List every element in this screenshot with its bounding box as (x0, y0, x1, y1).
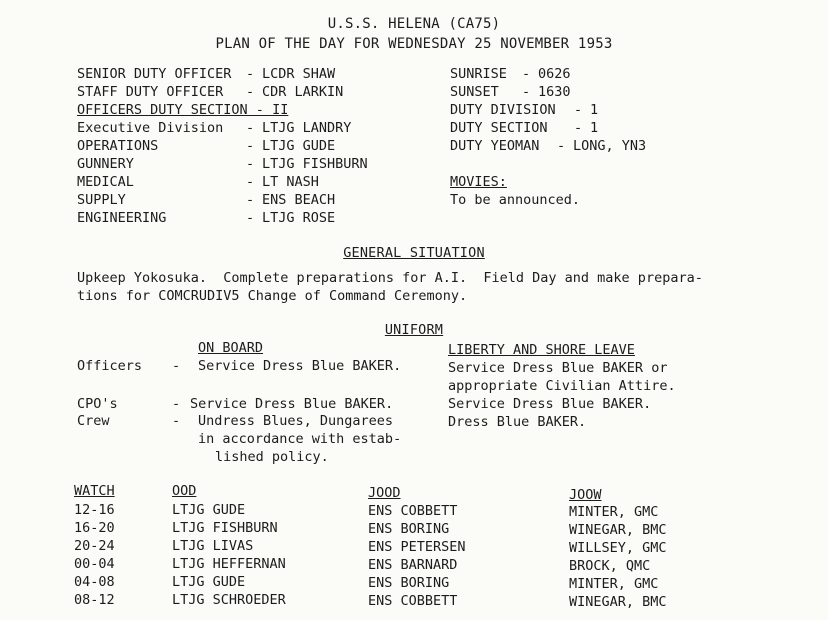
division-officer: LTJG GUDE (262, 138, 336, 154)
uniform-who: Crew (77, 413, 110, 429)
division-label: GUNNERY (77, 156, 134, 172)
on-board-heading: ON BOARD (198, 340, 264, 356)
uniform-dash: - (172, 358, 181, 374)
uniform-on-board: Undress Blues, Dungarees (198, 413, 394, 429)
uniform-liberty: Service Dress Blue BAKER or (448, 360, 668, 376)
uniform-on-board: in accordance with estab- (198, 431, 402, 447)
sunset-value: 1630 (538, 84, 571, 100)
watch-ood: LTJG LIVAS (172, 538, 254, 554)
senior-duty-officer-sep: - (246, 66, 255, 82)
staff-duty-officer-label: STAFF DUTY OFFICER (77, 84, 224, 100)
watch-joow: MINTER, GMC (569, 576, 659, 592)
uniform-on-board: Service Dress Blue BAKER. (190, 396, 394, 412)
duty-yeoman-label: DUTY YEOMAN (450, 138, 540, 154)
division-label: Executive Division (77, 120, 224, 136)
duty-division-value: 1 (590, 102, 599, 118)
joow-header: JOOW (569, 487, 602, 503)
division-sep: - (246, 174, 255, 190)
division-label: ENGINEERING (77, 210, 167, 226)
watch-joow: WINEGAR, BMC (569, 522, 667, 538)
senior-duty-officer-value: LCDR SHAW (262, 66, 336, 82)
watch-time: 04-08 (74, 574, 115, 590)
watch-ood: LTJG FISHBURN (172, 520, 278, 536)
jood-header: JOOD (368, 485, 401, 501)
watch-jood: ENS BARNARD (368, 557, 458, 573)
staff-duty-officer-value: CDR LARKIN (262, 84, 344, 100)
duty-division-sep: - (574, 102, 583, 118)
watch-ood: LTJG GUDE (172, 502, 246, 518)
duty-section-label: DUTY SECTION (450, 120, 548, 136)
watch-header: WATCH (74, 483, 115, 499)
division-officer: ENS BEACH (262, 192, 336, 208)
movies-heading: MOVIES: (450, 174, 507, 190)
watch-ood: LTJG HEFFERNAN (172, 556, 286, 572)
watch-ood: LTJG SCHROEDER (172, 592, 286, 608)
sunset-sep: - (522, 84, 531, 100)
division-sep: - (246, 156, 255, 172)
uniform-liberty: appropriate Civilian Attire. (448, 378, 676, 394)
sunrise-sep: - (522, 66, 531, 82)
liberty-heading: LIBERTY AND SHORE LEAVE (448, 342, 635, 358)
division-officer: LTJG FISHBURN (262, 156, 368, 172)
duty-section-value: 1 (590, 120, 599, 136)
uniform-who: CPO's (77, 396, 118, 412)
watch-jood: ENS BORING (368, 575, 450, 591)
watch-joow: MINTER, GMC (569, 504, 659, 520)
watch-time: 16-20 (74, 520, 115, 536)
ship-title: U.S.S. HELENA (CA75) (327, 16, 501, 32)
duty-yeoman-sep: - (557, 138, 566, 154)
general-situation-line-1: Upkeep Yokosuka. Complete preparations for A.I. Field Day and make prepara- (77, 270, 703, 286)
uniform-on-board: Service Dress Blue BAKER. (198, 358, 402, 374)
watch-jood: ENS BORING (368, 521, 450, 537)
watch-time: 08-12 (74, 592, 115, 608)
general-situation-heading: GENERAL SITUATION (343, 245, 485, 261)
general-situation-line-2: tions for COMCRUDIV5 Change of Command Ceremony. (77, 288, 468, 304)
division-officer: LTJG LANDRY (262, 120, 352, 136)
division-label: SUPPLY (77, 192, 126, 208)
senior-duty-officer-label: SENIOR DUTY OFFICER (77, 66, 232, 82)
duty-division-label: DUTY DIVISION (450, 102, 556, 118)
watch-joow: WINEGAR, BMC (569, 594, 667, 610)
watch-time: 20-24 (74, 538, 115, 554)
uniform-on-board: lished policy. (215, 449, 329, 465)
division-officer: LT NASH (262, 174, 319, 190)
plan-title: PLAN OF THE DAY FOR WEDNESDAY 25 NOVEMBER 1953 (215, 36, 613, 52)
uniform-liberty: Dress Blue BAKER. (448, 414, 587, 430)
division-label: MEDICAL (77, 174, 134, 190)
division-label: OPERATIONS (77, 138, 159, 154)
watch-time: 00-04 (74, 556, 115, 572)
division-officer: LTJG ROSE (262, 210, 336, 226)
movies-text: To be announced. (450, 192, 581, 208)
uniform-heading: UNIFORM (384, 322, 444, 338)
uniform-who: Officers (77, 358, 143, 374)
watch-ood: LTJG GUDE (172, 574, 246, 590)
sunset-label: SUNSET (450, 84, 499, 100)
division-sep: - (246, 138, 255, 154)
staff-duty-officer-sep: - (246, 84, 255, 100)
officers-duty-section-heading: OFFICERS DUTY SECTION - II (77, 102, 289, 118)
watch-jood: ENS COBBETT (368, 593, 458, 609)
uniform-liberty: Service Dress Blue BAKER. (448, 396, 652, 412)
sunrise-value: 0626 (538, 66, 571, 82)
watch-time: 12-16 (74, 502, 115, 518)
watch-jood: ENS PETERSEN (368, 539, 466, 555)
uniform-dash: - (172, 396, 181, 412)
watch-joow: BROCK, QMC (569, 558, 651, 574)
watch-jood: ENS COBBETT (368, 503, 458, 519)
duty-yeoman-value: LONG, YN3 (573, 138, 647, 154)
division-sep: - (246, 210, 255, 226)
sunrise-label: SUNRISE (450, 66, 507, 82)
watch-joow: WILLSEY, GMC (569, 540, 667, 556)
division-sep: - (246, 192, 255, 208)
ood-header: OOD (172, 483, 197, 499)
uniform-dash: - (172, 413, 181, 429)
division-sep: - (246, 120, 255, 136)
duty-section-sep: - (574, 120, 583, 136)
